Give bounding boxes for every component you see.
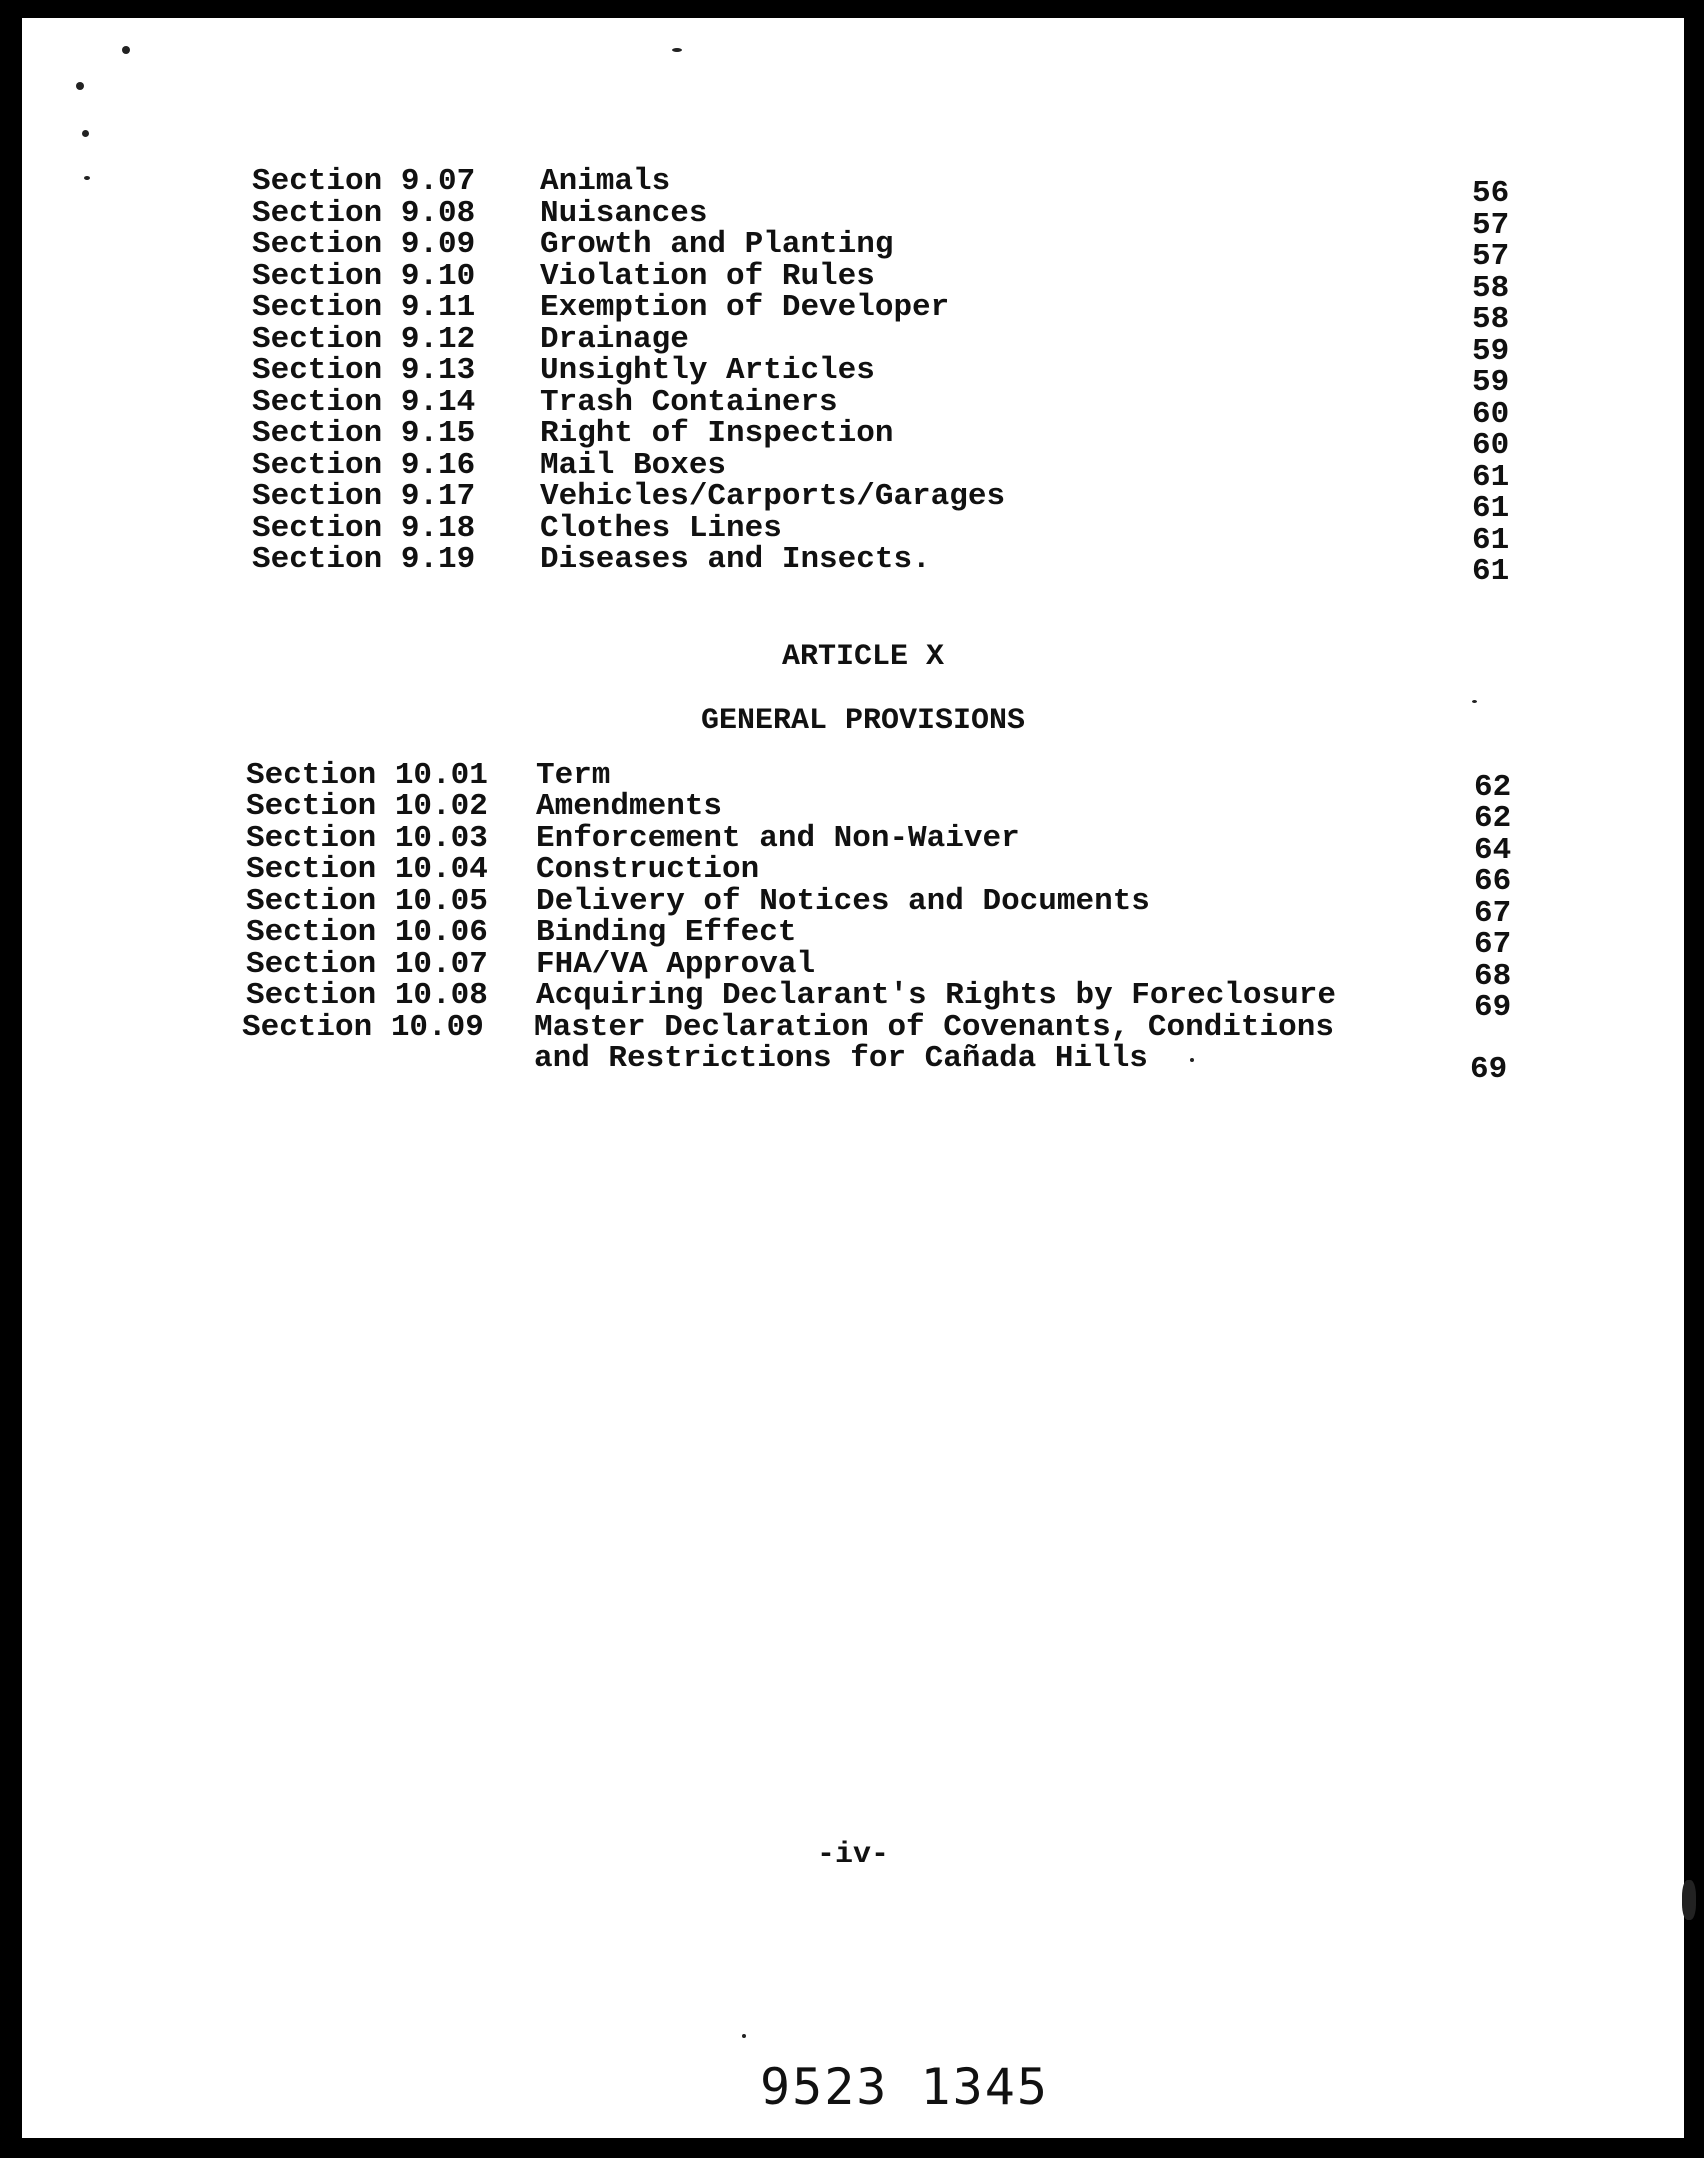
section-number: Section 10.07 [246, 947, 488, 982]
section-number: Section 9.10 [252, 259, 476, 294]
section-title: Binding Effect [536, 915, 797, 950]
section-number: Section 10.09 [242, 1010, 484, 1045]
section-number: Section 9.08 [252, 196, 476, 231]
document-page [22, 18, 1684, 2138]
page-ref: 59 [1472, 334, 1510, 369]
section-title: Clothes Lines [540, 511, 782, 546]
section-number: Section 9.12 [252, 322, 476, 357]
article-heading: ARTICLE X [781, 640, 945, 674]
toc-row [252, 542, 1552, 589]
toc-row [246, 947, 1546, 994]
page-ref: 61 [1472, 523, 1510, 558]
section-number: Section 9.07 [252, 164, 476, 199]
page-ref: 68 [1474, 959, 1512, 994]
section-number: Section 9.14 [252, 385, 476, 420]
section-title: Mail Boxes [540, 448, 727, 483]
toc-row [252, 322, 1552, 369]
page-ref: 69 [1474, 990, 1512, 1025]
toc-row [246, 915, 1546, 962]
section-title: Vehicles/Carports/Garages [540, 479, 1006, 514]
page-ref: 61 [1472, 491, 1510, 526]
section-title: Enforcement and Non-Waiver [536, 821, 1020, 856]
section-number: Section 9.13 [252, 353, 476, 388]
page-ref: 57 [1472, 208, 1510, 243]
section-title: Exemption of Developer [540, 290, 950, 325]
toc-row [252, 227, 1552, 274]
toc-row [252, 196, 1552, 243]
page-ref: 60 [1472, 397, 1510, 432]
toc-row [246, 758, 1546, 805]
scan-speck [82, 130, 89, 137]
page-ref: 58 [1472, 302, 1510, 337]
section-number: Section 9.11 [252, 290, 476, 325]
section-title: Unsightly Articles [540, 353, 875, 388]
scan-speck [672, 48, 682, 52]
page-ref: 56 [1472, 176, 1510, 211]
toc-row [246, 978, 1546, 1025]
page-ref: 58 [1472, 271, 1510, 306]
page-ref: 67 [1474, 896, 1512, 931]
scan-speck [1472, 700, 1477, 703]
section-number: Section 9.18 [252, 511, 476, 546]
section-number: Section 10.02 [246, 789, 488, 824]
toc-row [252, 290, 1552, 337]
page-ref: 59 [1472, 365, 1510, 400]
document-code: 9523 1345 [760, 2058, 1049, 2116]
page-ref: 64 [1474, 833, 1512, 868]
toc-row [252, 479, 1552, 526]
section-title: Term [536, 758, 611, 793]
section-number: Section 10.08 [246, 978, 488, 1013]
toc-row [252, 259, 1552, 306]
section-title: Acquiring Declarant's Rights by Foreclosure [536, 978, 1336, 1013]
toc-row [252, 385, 1552, 432]
scan-speck [1190, 1058, 1194, 1062]
page-ref: 66 [1474, 864, 1512, 899]
page-ref: 57 [1472, 239, 1510, 274]
section-title: Master Declaration of Covenants, Conditions [534, 1010, 1334, 1045]
scan-speck [76, 82, 84, 90]
scan-speck [742, 2034, 746, 2038]
toc-row [252, 353, 1552, 400]
section-number: Section 9.17 [252, 479, 476, 514]
toc-row [246, 821, 1546, 868]
page-ref: 62 [1474, 801, 1512, 836]
section-number: Section 10.06 [246, 915, 488, 950]
section-title: Amendments [536, 789, 723, 824]
toc-row [252, 416, 1552, 463]
page-number: -iv- [816, 1838, 889, 1872]
section-title-continued: and Restrictions for Cañada Hills [534, 1041, 1148, 1076]
section-title: Trash Containers [540, 385, 838, 420]
section-number: Section 9.09 [252, 227, 476, 262]
scan-speck [122, 46, 130, 54]
article-subheading: GENERAL PROVISIONS [700, 704, 1026, 738]
page-ref: 69 [1470, 1052, 1508, 1087]
section-title: Animals [540, 164, 671, 199]
section-number: Section 10.03 [246, 821, 488, 856]
scan-speck [84, 176, 90, 180]
toc-row [246, 852, 1546, 899]
section-number: Section 10.04 [246, 852, 488, 887]
toc-row [252, 164, 1552, 211]
toc-row [252, 448, 1552, 495]
page-ref: 61 [1472, 554, 1510, 589]
page-ref: 61 [1472, 460, 1510, 495]
section-title: Right of Inspection [540, 416, 894, 451]
section-title: Delivery of Notices and Documents [536, 884, 1150, 919]
toc-row [252, 511, 1552, 558]
section-title: Growth and Planting [540, 227, 894, 262]
section-title: FHA/VA Approval [536, 947, 816, 982]
section-title: Construction [536, 852, 760, 887]
section-number: Section 9.19 [252, 542, 476, 577]
section-title: Diseases and Insects. [540, 542, 931, 577]
scan-speck [1682, 1880, 1696, 1920]
section-number: Section 10.01 [246, 758, 488, 793]
section-title: Nuisances [540, 196, 708, 231]
section-number: Section 10.05 [246, 884, 488, 919]
toc-row [242, 1010, 1542, 1087]
section-title: Drainage [540, 322, 689, 357]
page-ref: 60 [1472, 428, 1510, 463]
page-ref: 62 [1474, 770, 1512, 805]
section-number: Section 9.16 [252, 448, 476, 483]
section-title: Violation of Rules [540, 259, 875, 294]
section-number: Section 9.15 [252, 416, 476, 451]
toc-row [246, 789, 1546, 836]
toc-row [246, 884, 1546, 931]
page-ref: 67 [1474, 927, 1512, 962]
